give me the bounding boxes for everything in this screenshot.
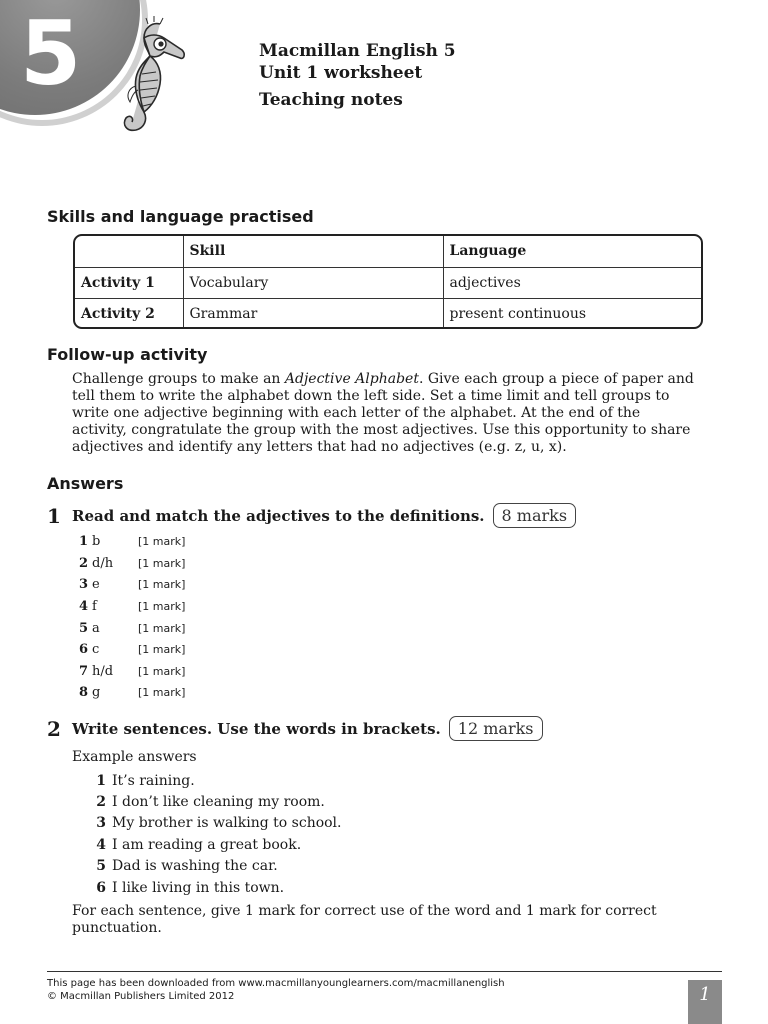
table-header-cell: Skill [183,236,443,267]
answer-mark: [1 mark] [138,600,186,614]
answer-value: f [92,599,97,615]
footer-credits [47,977,505,1003]
answer-mark: [1 mark] [138,643,186,657]
table-header-cell [75,236,183,267]
answer-number: 6 [96,879,106,896]
answer-number: 5 [96,858,106,875]
table-row [75,298,701,329]
question-2 [47,716,543,741]
list-item [76,639,185,661]
followup-heading: Follow-up activity [47,345,208,364]
answer-mark: [1 mark] [138,535,186,549]
seahorse-icon [100,16,192,154]
answer-value: c [92,642,100,658]
table-row [75,267,701,298]
page-number-box [688,980,722,1024]
worksheet-header [259,40,456,111]
table-cell-skill: Vocabulary [183,267,443,298]
answer-value: e [92,577,100,593]
followup-text: . Give each group a piece of paper and tell them to write the alphabet down the left side. Set a time limit and tell groups to write one adjective beginning with each letter of the alphabet. At the end of the activity, congratulate the group with the most adjectives. Use this opportunity to share adjectives and identify any letters that had no adjectives (e.g. z, u, x). [72,371,694,455]
followup-text: Challenge groups to make an [72,371,285,387]
answer-number: 5 [78,620,88,636]
list-item [94,856,342,877]
list-item [76,574,185,596]
marking-note: For each sentence, give 1 mark for correct use of the word and 1 mark for correct punctuation. [72,903,657,936]
footer-divider [47,971,722,972]
download-source-link[interactable]: This page has been downloaded from www.macmillanyounglearners.com/macmillanenglish [47,978,505,989]
question-1-answers [76,531,185,704]
answer-mark: [1 mark] [138,556,186,570]
marks-badge: 8 marks [493,503,577,528]
list-item [76,682,185,704]
skills-heading: Skills and language practised [47,207,314,226]
answer-number: 1 [96,772,106,789]
answer-value: a [92,620,100,636]
answer-number: 2 [78,555,88,571]
answer-number: 3 [78,577,88,593]
answer-sentence: I don’t like cleaning my room. [112,794,325,811]
list-item [94,791,342,812]
answer-number: 8 [78,685,88,701]
course-title: Macmillan English 5 [259,41,456,61]
followup-paragraph [72,371,697,456]
unit-title: Unit 1 worksheet [259,63,423,83]
question-number: 1 [47,503,61,528]
skills-table [73,234,703,329]
question-2-answers [94,770,342,898]
list-item [76,617,185,639]
answer-number: 2 [96,794,106,811]
page-number: 1 [699,984,711,1005]
answer-mark: [1 mark] [138,578,186,592]
answer-number: 1 [78,534,88,550]
example-answers-label: Example answers [72,749,197,765]
table-cell-activity: Activity 1 [75,267,183,298]
answer-value: h/d [92,663,114,679]
answer-sentence: Dad is washing the car. [112,858,278,875]
answer-sentence: It’s raining. [112,772,195,789]
copyright-notice: © Macmillan Publishers Limited 2012 [47,991,235,1002]
marks-badge: 12 marks [449,716,543,741]
answer-number: 4 [96,836,106,853]
table-cell-skill: Grammar [183,298,443,329]
question-1 [47,503,576,528]
answer-number: 6 [78,642,88,658]
list-item [94,770,342,791]
answer-number: 4 [78,599,88,615]
list-item [76,661,185,683]
answer-number: 3 [96,815,106,832]
list-item [76,596,185,618]
table-cell-language: present continuous [449,305,587,322]
answer-mark: [1 mark] [138,686,186,700]
answer-value: g [92,685,101,701]
answer-mark: [1 mark] [138,621,186,635]
list-item [76,553,185,575]
level-number: 5 [20,2,82,105]
followup-italic-term: Adjective Alphabet [284,371,419,387]
table-header-cell: Language [443,236,701,267]
question-text: Write sentences. Use the words in brackets. [72,719,441,738]
table-cell-activity: Activity 2 [75,298,183,329]
answers-heading: Answers [47,474,124,493]
answer-value: b [92,534,101,550]
list-item [94,834,342,855]
answer-sentence: I like living in this town. [112,879,285,896]
list-item [94,877,342,898]
notes-title: Teaching notes [259,90,403,110]
list-item [94,813,342,834]
answer-mark: [1 mark] [138,664,186,678]
answer-number: 7 [78,663,88,679]
question-number: 2 [47,716,61,741]
table-cell-language: adjectives [443,267,701,298]
answer-sentence: My brother is walking to school. [112,815,342,832]
answer-value: d/h [92,555,114,571]
answer-sentence: I am reading a great book. [112,836,302,853]
question-text: Read and match the adjectives to the definitions. [72,506,485,525]
list-item [76,531,185,553]
table-header-row [75,236,701,267]
